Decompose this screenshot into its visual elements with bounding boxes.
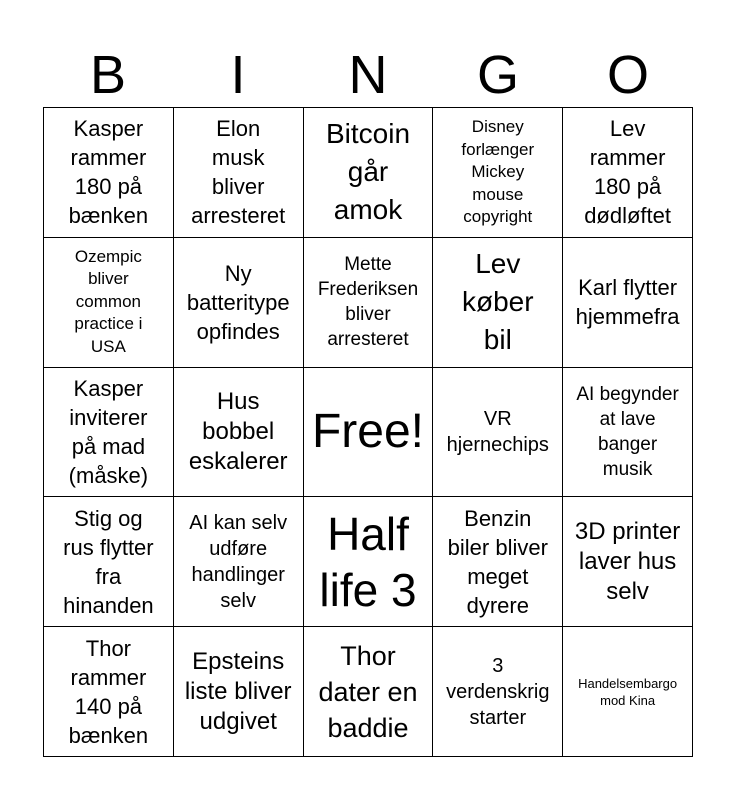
cell-text: Thor rammer 140 på bænken — [68, 635, 149, 748]
bingo-cell[interactable] — [44, 368, 174, 498]
bingo-cell[interactable] — [174, 108, 304, 238]
cell-text: VR hjernechips — [446, 407, 549, 456]
cell-text: Karl flytter hjemmefra — [575, 275, 680, 330]
cell-text: Hus bobbel eskalerer — [188, 387, 288, 475]
header-letter-i: I — [230, 45, 246, 105]
cell-text: Ozempic bliver common practice i USA — [74, 246, 143, 356]
cell-text: Ny batteritype opfindes — [186, 260, 290, 344]
cell-text: 3D printer laver hus selv — [574, 517, 681, 605]
bingo-cell[interactable] — [304, 627, 434, 757]
cell-text: Mette Frederiksen bliver arresteret — [317, 254, 419, 351]
bingo-cell[interactable] — [563, 497, 693, 627]
cell-text: Lev rammer 180 på dødløftet — [584, 116, 671, 229]
bingo-cell[interactable] — [433, 627, 563, 757]
header-letter-g: G — [476, 45, 519, 105]
cell-text: Half life 3 — [319, 507, 417, 616]
bingo-cell[interactable] — [304, 238, 434, 368]
bingo-cell[interactable] — [563, 627, 693, 757]
cell-text: Lev køber bil — [462, 248, 534, 356]
bingo-cell[interactable] — [174, 368, 304, 498]
bingo-cell[interactable] — [304, 108, 434, 238]
cell-text: Elon musk bliver arresteret — [191, 116, 286, 229]
bingo-cell[interactable] — [563, 238, 693, 368]
bingo-board — [43, 107, 693, 757]
bingo-cell[interactable] — [44, 108, 174, 238]
cell-text: Kasper inviterer på mad (måske) — [68, 375, 149, 488]
cell-text: AI kan selv udføre handlinger selv — [189, 511, 288, 612]
cell-text: Stig og rus flytter fra hinanden — [63, 505, 154, 618]
cell-text: Thor dater en baddie — [318, 640, 418, 743]
bingo-cell[interactable] — [174, 627, 304, 757]
bingo-cell[interactable] — [174, 238, 304, 368]
bingo-cell[interactable] — [433, 238, 563, 368]
bingo-cell[interactable] — [433, 368, 563, 498]
bingo-cell[interactable] — [433, 497, 563, 627]
free-text: Free! — [311, 404, 424, 458]
bingo-cell[interactable] — [563, 108, 693, 238]
bingo-cell[interactable] — [44, 497, 174, 627]
bingo-cell[interactable] — [174, 497, 304, 627]
cell-text: Disney forlænger Mickey mouse copyright — [461, 117, 535, 227]
bingo-cell[interactable] — [44, 627, 174, 757]
free-cell[interactable] — [304, 368, 434, 498]
bingo-cell[interactable] — [44, 238, 174, 368]
bingo-cell[interactable] — [433, 108, 563, 238]
cell-text: Benzin biler bliver meget dyrere — [447, 505, 548, 618]
header-letter-o: O — [606, 45, 649, 105]
bingo-header — [43, 42, 693, 108]
header-letter-b: B — [89, 45, 127, 105]
header-letter-n: N — [348, 45, 388, 105]
cell-text: Kasper rammer 180 på bænken — [68, 116, 149, 229]
bingo-cell[interactable] — [563, 368, 693, 498]
cell-text: Bitcoin går amok — [325, 118, 411, 226]
cell-text: 3 verdenskrig starter — [446, 654, 550, 729]
cell-text: Handelsembargo mod Kina — [578, 675, 678, 708]
bingo-cell[interactable] — [304, 497, 434, 627]
cell-text: Epsteins liste bliver udgivet — [184, 647, 292, 735]
cell-text: AI begynder at lave banger musik — [576, 383, 679, 480]
